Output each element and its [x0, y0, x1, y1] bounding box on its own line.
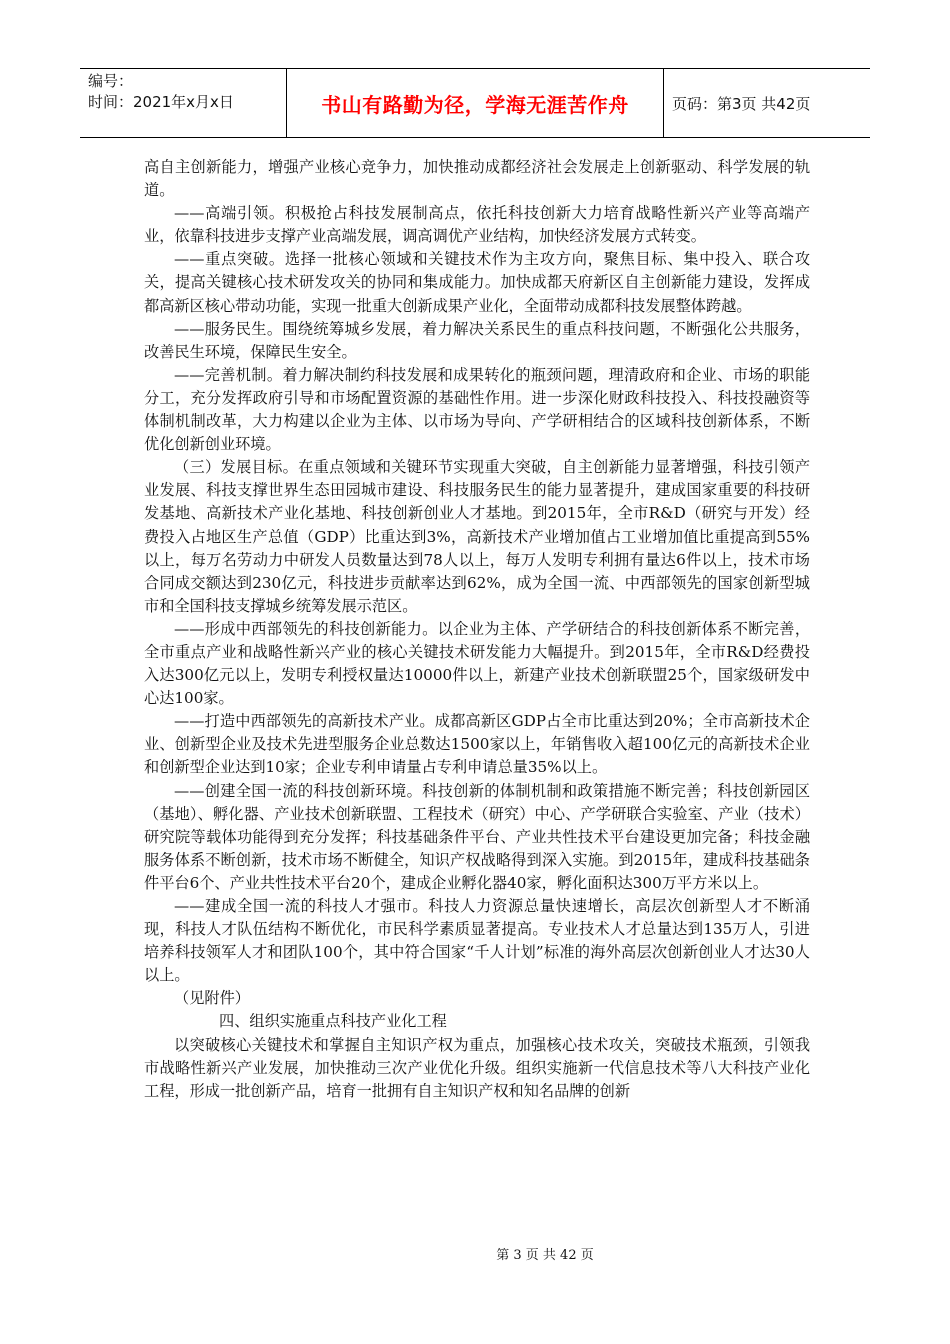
paragraph: ——打造中西部领先的高新技术产业。成都高新区GDP占全市比重达到20%；全市高新技术企业、创新型企业及技术先进型服务企业总数达1500家以上，年销售收入超100亿元的高新技术企业和创新型企业达到10家；企业专利申请量占专利申请总量35%以上。 [144, 712, 810, 777]
paragraph: ——完善机制。着力解决制约科技发展和成果转化的瓶颈问题，理清政府和企业、市场的职能分工，充分发挥政府引导和市场配置资源的基础性作用。进一步深化财政科技投入、科技投融资等体制机制改革，大力构建以企业为主体、以市场为导向、产学研相结合的区域科技创新体系，不断优化创新创业环境。 [144, 365, 810, 454]
date-line: 时间：2021年x月x日 [88, 93, 234, 111]
page-footer: 第 3 页 共 42 页 [496, 1248, 594, 1263]
header-motto: 书山有路勤为径，学海无涯苦作舟 [286, 69, 664, 137]
page-header [80, 68, 870, 138]
paragraph: ——建成全国一流的科技人才强市。科技人力资源总量快速增长，高层次创新型人才不断涌现，科技人才队伍结构不断优化，市民科学素质显著提高。专业技术人才总量达到135万人，引进培养科技领军人才和团队100个，其中符合国家“千人计划”标准的海外高层次创新创业人才达30人以上。 [144, 897, 810, 985]
paragraph: ——高端引领。积极抢占科技发展制高点，依托科技创新大力培育战略性新兴产业等高端产业，依靠科技进步支撑产业高端发展，调高调优产业结构，加快经济发展方式转变。 [144, 204, 810, 246]
appendix-note: （见附件） [174, 989, 250, 1008]
paragraph: ——形成中西部领先的科技创新能力。以企业为主体、产学研结合的科技创新体系不断完善，全市重点产业和战略性新兴产业的核心关键技术研发能力大幅提升。到2015年，全市R&D经费投入达300亿元以上，发明专利授权量达10000件以上，新建产业技术创新联盟25个，国家级研发中心达100家。 [144, 619, 810, 708]
paragraph: 以突破核心关键技术和掌握自主知识产权为重点，加强核心技术攻关，突破技术瓶颈，引领我市战略性新兴产业发展，加快推动三次产业优化升级。组织实施新一代信息技术等八大科技产业化工程，形成一批创新产品，培育一批拥有自主知识产权和知名品牌的创新 [144, 1035, 810, 1100]
header-page-info: 页码：第3页 共42页 [672, 94, 811, 113]
number-label: 编号： [88, 72, 134, 90]
paragraph: ——重点突破。选择一批核心领域和关键技术作为主攻方向，聚焦目标、集中投入、联合攻关，提高关键核心技术研发攻关的协同和集成能力。加快成都天府新区自主创新能力建设，发挥成都高新区核心带动功能，实现一批重大创新成果产业化，全面带动成都科技发展整体跨越。 [144, 250, 810, 315]
paragraph: ——创建全国一流的科技创新环境。科技创新的体制机制和政策措施不断完善；科技创新园区（基地）、孵化器、产业技术创新联盟、工程技术（研究）中心、产学研联合实验室、产业（技术）研究院等载体功能得到充分发挥；科技基础条件平台、产业共性技术平台建设更加完备；科技金融服务体系不断创新，技术市场不断健全，知识产权战略得到深入实施。到2015年，建成科技基础条件平台6个、产业共性技术平台20个，建成企业孵化器40家，孵化面积达300万平方米以上。 [144, 781, 810, 892]
document-body [144, 156, 810, 1103]
paragraph: ——服务民生。围绕统筹城乡发展，着力解决关系民生的重点科技问题，不断强化公共服务，改善民生环境，保障民生安全。 [144, 319, 810, 361]
section-heading: 四、组织实施重点科技产业化工程 [219, 1012, 447, 1031]
paragraph: （三）发展目标。在重点领域和关键环节实现重大突破，自主创新能力显著增强，科技引领产业发展、科技支撑世界生态田园城市建设、科技服务民生的能力显著提升，建成国家重要的科技研发基地、高新技术产业化基地、科技创新创业人才基地。到2015年，全市R&D（研究与开发）经费投入占地区生产总值（GDP）比重达到3%，高新技术产业增加值占工业增加值比重提高到55%以上，每万名劳动力中研发人员数量达到78人以上，每万人发明专利拥有量达6件以上，技术市场合同成交额达到230亿元，科技进步贡献率达到62%，成为全国一流、中西部领先的国家创新型城市和全国科技支撑城乡统筹发展示范区。 [144, 458, 810, 615]
paragraph: 高自主创新能力，增强产业核心竞争力，加快推动成都经济社会发展走上创新驱动、科学发展的轨道。 [144, 158, 810, 200]
header-meta [80, 69, 286, 137]
